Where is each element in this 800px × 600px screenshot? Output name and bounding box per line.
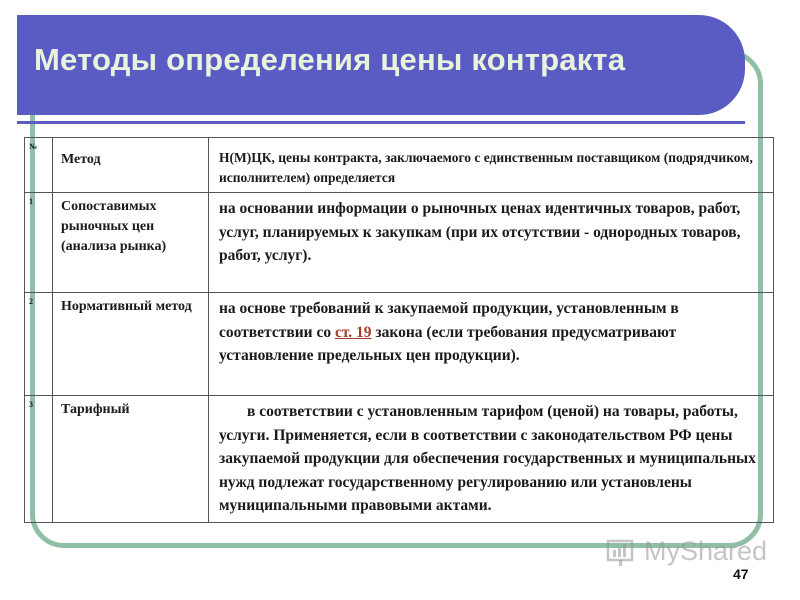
slide-title: Методы определения цены контракта <box>34 42 626 77</box>
methods-table <box>24 137 774 523</box>
title-underline <box>17 121 745 124</box>
table-header-row <box>25 138 774 193</box>
description-text: закона (если требования предусматривают установление предельных цен продукции). <box>219 323 677 364</box>
watermark-text: MyShared <box>644 536 768 566</box>
row-method: Сопоставимых рыночных цен (анализа рынка) <box>53 193 209 293</box>
description-text: в соответствии с установленным тарифом (ценой) на товары, работы, услуги. Применяется, если в соответствии с законодательством РФ цены закупаемой продукции для обеспечения государственных и муниципальных нужд подлежат государственному регулированию или установлены муниципальными правовыми актами. <box>219 403 756 514</box>
row-num: 3 <box>25 396 53 523</box>
description-text: на основе требований к закупаемой продукции, установленным в соответствии со <box>219 300 679 341</box>
row-description <box>209 396 774 523</box>
header-method: Метод <box>53 138 209 193</box>
row-method: Нормативный метод <box>53 293 209 396</box>
table-row <box>25 293 774 396</box>
article-19-link[interactable]: ст. 19 <box>334 323 372 341</box>
row-description <box>209 293 774 396</box>
header-description: Н(М)ЦК, цены контракта, заключаемого с единственным поставщиком (подрядчиком, исполнителем) определяется <box>209 138 774 193</box>
row-method: Тарифный <box>53 396 209 523</box>
row-description: на основании информации о рыночных ценах идентичных товаров, работ, услуг, планируемых к закупкам (при их отсутствии - однородных товаров, работ, услуг). <box>209 193 774 293</box>
table-row <box>25 193 774 293</box>
row-num: 2 <box>25 293 53 396</box>
page-number: 47 <box>733 566 749 582</box>
table-row <box>25 396 774 523</box>
row-num: 1 <box>25 193 53 293</box>
header-num: № <box>25 138 53 193</box>
